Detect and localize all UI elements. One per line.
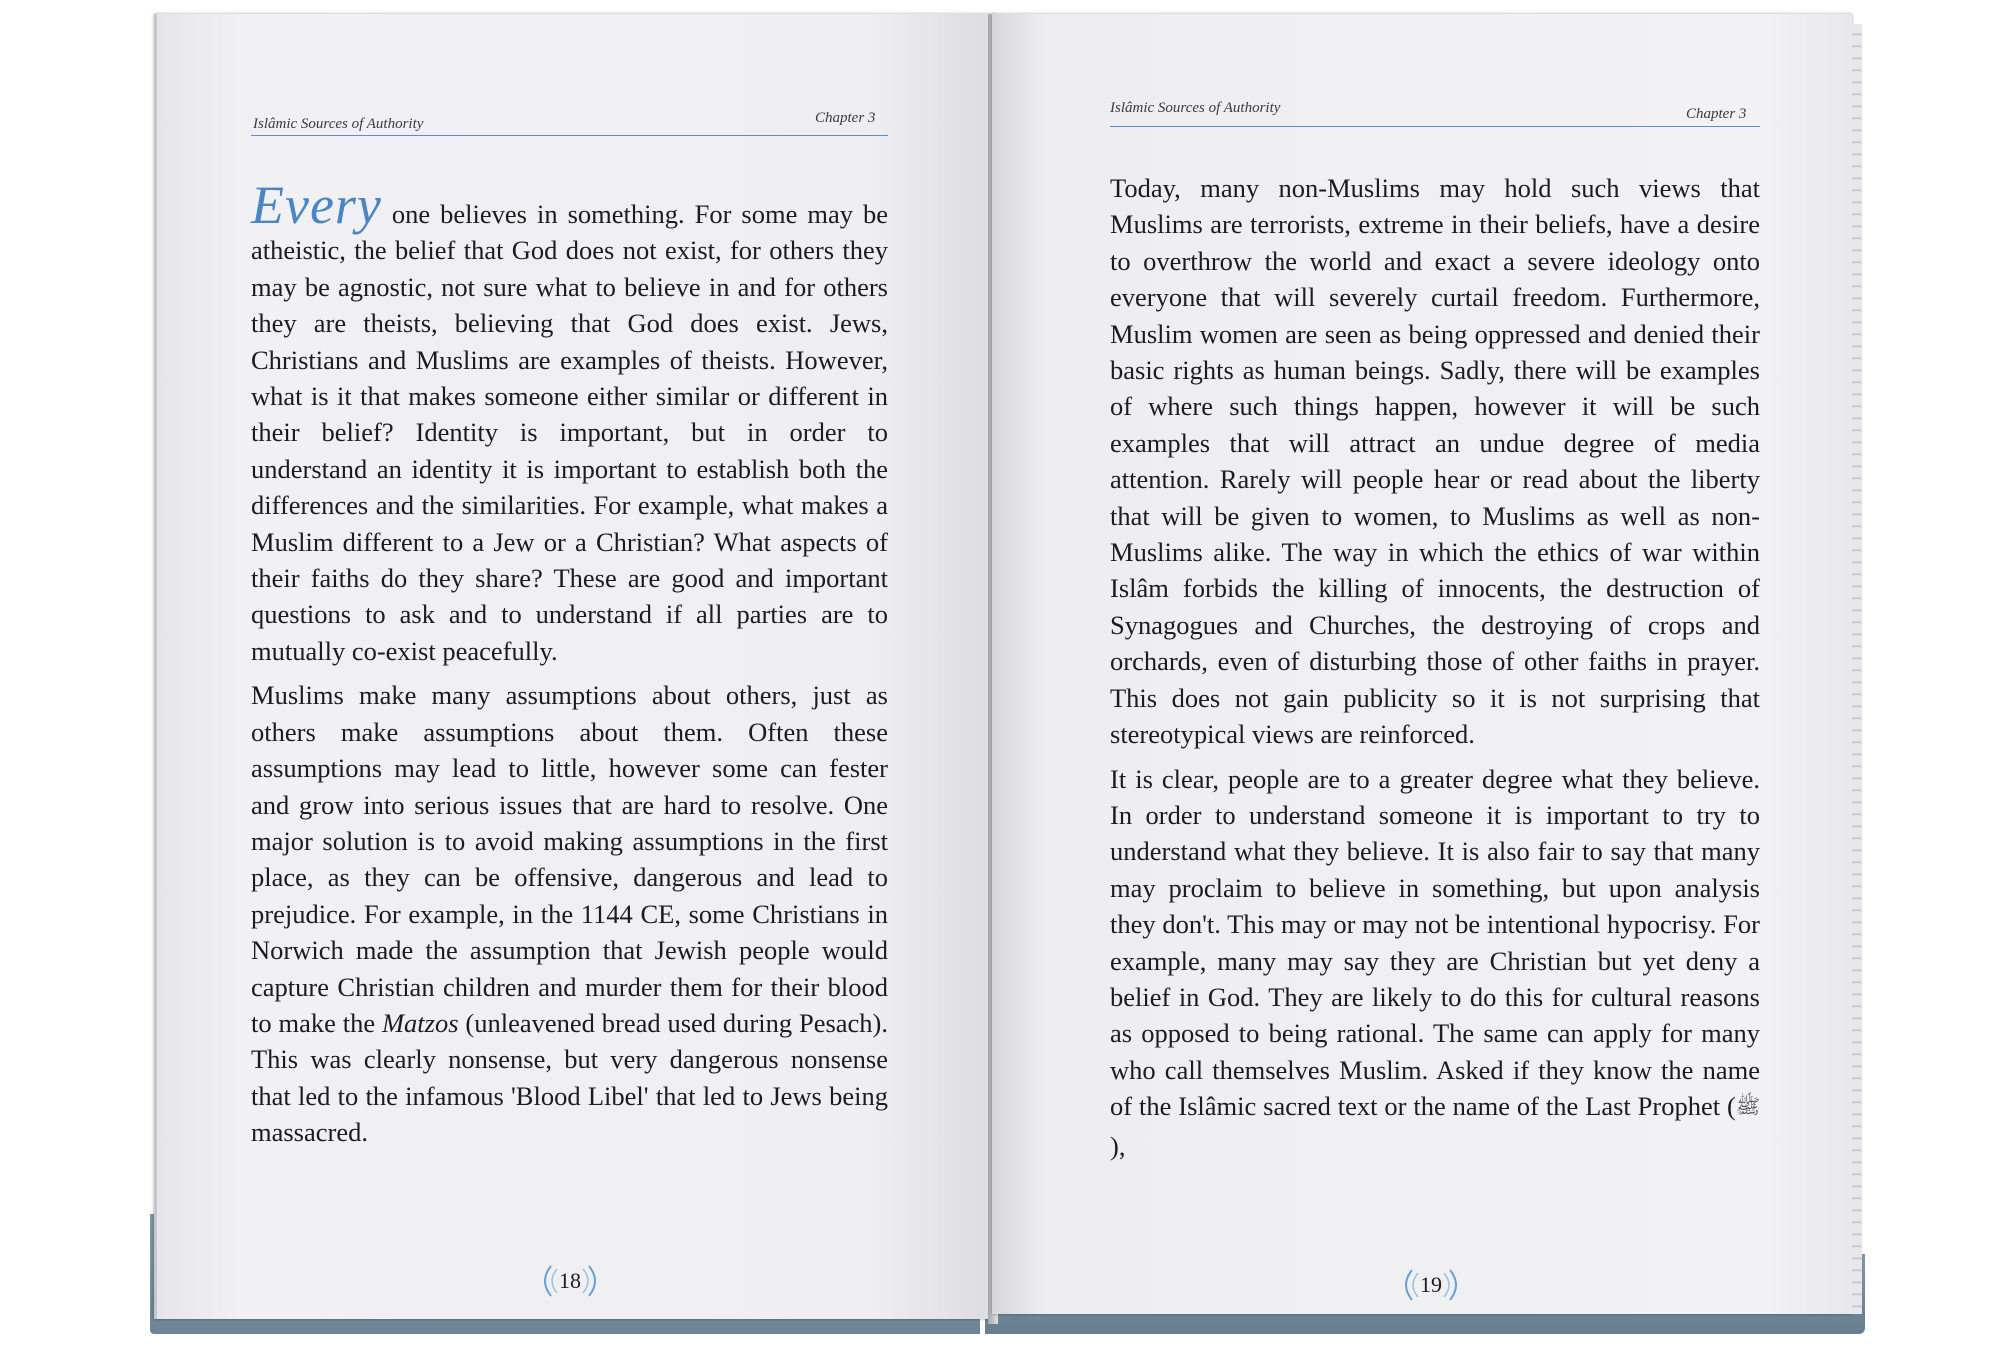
page-number-left-text: 18 [559, 1268, 581, 1293]
page-number-left [537, 1262, 603, 1300]
paragraph-2-italic: Matzos [381, 1007, 459, 1038]
right-page [992, 14, 1852, 1314]
chapter-label-left: Chapter 3 [815, 110, 876, 126]
page-number-right [1398, 1266, 1464, 1304]
right-body [1110, 170, 1760, 1172]
paragraph-1-text: one believes in something. For some may be atheistic, the belief that God does not exist, for others they may be agnostic, not sure what to believe in and for others they are theists, believing that God does exist. Jews, Christians and Muslims are examples of theists. However, what is it that makes someone either similar or different in their belief? Identity is important, but in order to understand an identity it is important to establish both the differences and the similarities. For example, what makes a Muslim different to a Jew or a Christian? What aspects of their faiths do they share? These are good and important questions to ask and to understand if all parties are to mutually co-exist peacefully. [251, 199, 888, 666]
drop-cap: Every [251, 175, 382, 235]
header-rule-left [251, 135, 888, 136]
paragraph-2-text-b: (unleavened bread used during Pesach). This was clearly nonsense, but very dangerous nonsense that led to the infamous 'Blood Libel' that led to Jews being massacred. [251, 1007, 888, 1148]
left-page [154, 14, 995, 1319]
paragraph-4-text: It is clear, people are to a greater degree what they believe. In order to understand someone it is important to try to understand what they believe. It is also fair to say that many may proclaim to believe in something, but upon analysis they don't. This may or may not be intentional hypocrisy. For example, many may say they are Christian but yet deny a belief in God. They are likely to do this for cultural reasons as opposed to being rational. The same can apply for many who call themselves Muslim. Asked if they know the name of the Islâmic sacred text or the name of the Last Prophet ( [1110, 763, 1760, 1122]
running-title-right: Islâmic Sources of Authority [1110, 100, 1281, 116]
paragraph-4-end: ), [1110, 1130, 1126, 1161]
running-title-left: Islâmic Sources of Authority [253, 116, 424, 132]
salutation-calligraphy-icon: ﷺ [1735, 1096, 1760, 1119]
chapter-label-right: Chapter 3 [1686, 106, 1747, 122]
paragraph-4 [1110, 761, 1760, 1164]
paragraph-2 [251, 677, 888, 1150]
paragraph-1 [251, 175, 888, 669]
left-body [251, 175, 888, 1159]
header-rule-right [1110, 126, 1760, 127]
paragraph-3: Today, many non-Muslims may hold such views that Muslims are terrorists, extreme in their beliefs, have a desire to overthrow the world and exact a severe ideology onto everyone that will severely curtail freedom. Furthermore, Muslim women are seen as being oppressed and denied their basic rights as human beings. Sadly, there will be examples of where such things happen, however it will be such examples that will attract an undue degree of media attention. Rarely will people hear or read about the liberty that will be given to women, to Muslims as well as non-Muslims alike. The way in which the ethics of war within Islâm forbids the killing of innocents, the destruction of Synagogues and Churches, the destroying of crops and orchards, even of disturbing those of other faiths in prayer. This does not gain publicity so it is not surprising that stereotypical views are reinforced. [1110, 173, 1760, 750]
open-book [150, 14, 1866, 1334]
paragraph-2-text-a: Muslims make many assumptions about others, just as others make assumptions about them. Often these assumptions may lead to little, however some can fester and grow into serious issues that are hard to resolve. One major solution is to avoid making assumptions in the first place, as they can be offensive, dangerous and lead to prejudice. For example, in the 1144 CE, some Christians in Norwich made the assumption that Jewish people would capture Christian children and murder them for their blood to make the [251, 680, 888, 1038]
page-edge-strip [1852, 24, 1862, 1314]
page-number-right-text: 19 [1420, 1272, 1442, 1297]
